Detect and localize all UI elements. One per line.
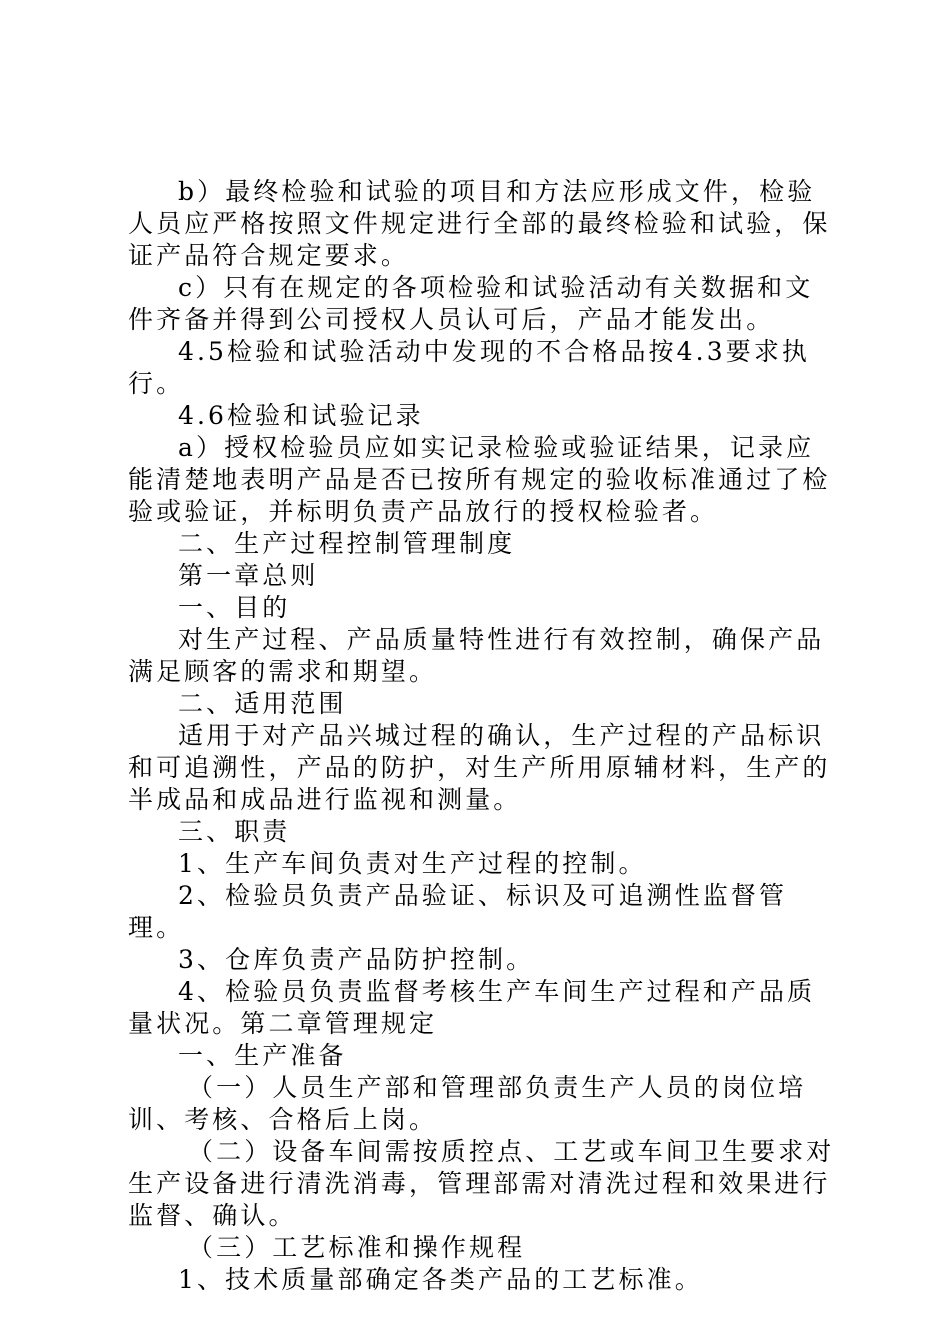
paragraph: （二）设备车间需按质控点、工艺或车间卫生要求对生产设备进行清洗消毒，管理部需对清洗过程和效果进行监督、确认。 bbox=[128, 1137, 835, 1230]
paragraph: c）只有在规定的各项检验和试验活动有关数据和文件齐备并得到公司授权人员认可后，产品才能发出。 bbox=[128, 273, 814, 334]
paragraph: 适用于对产品兴城过程的确认，生产过程的产品标识和可追溯性，产品的防护，对生产所用原辅材料，生产的半成品和成品进行监视和测量。 bbox=[128, 721, 831, 814]
list-item: 3、仓库负责产品防护控制。 bbox=[178, 945, 535, 974]
document-body bbox=[128, 176, 838, 1296]
paragraph: b）最终检验和试验的项目和方法应形成文件，检验人员应严格按照文件规定进行全部的最终检验和试验，保证产品符合规定要求。 bbox=[128, 177, 831, 270]
subsection-heading: 一、生产准备 bbox=[178, 1041, 347, 1070]
paragraph: a）授权检验员应如实记录检验或验证结果，记录应能清楚地表明产品是否已按所有规定的验收标准通过了检验或验证，并标明负责产品放行的授权检验者。 bbox=[128, 433, 831, 526]
subsection-heading: 一、目的 bbox=[178, 593, 291, 622]
list-item: 4、检验员负责监督考核生产车间生产过程和产品质量状况。第二章管理规定 bbox=[128, 977, 816, 1038]
paragraph: 4.6检验和试验记录 bbox=[178, 401, 424, 430]
subsection-heading: 三、职责 bbox=[178, 817, 291, 846]
subsection-heading: 二、适用范围 bbox=[178, 689, 347, 718]
paragraph: 对生产过程、产品质量特性进行有效控制，确保产品满足顾客的需求和期望。 bbox=[128, 625, 825, 686]
subsection-heading: （三）工艺标准和操作规程 bbox=[188, 1233, 526, 1262]
list-item: 1、生产车间负责对生产过程的控制。 bbox=[178, 849, 647, 878]
paragraph: 4.5检验和试验活动中发现的不合格品按4.3要求执行。 bbox=[128, 337, 811, 398]
paragraph: （一）人员生产部和管理部负责生产人员的岗位培训、考核、合格后上岗。 bbox=[128, 1073, 807, 1134]
list-item: 2、检验员负责产品验证、标识及可追溯性监督管理。 bbox=[128, 881, 788, 942]
chapter-heading: 第一章总则 bbox=[178, 561, 319, 590]
list-item: 1、技术质量部确定各类产品的工艺标准。 bbox=[178, 1265, 703, 1294]
section-heading: 二、生产过程控制管理制度 bbox=[178, 529, 516, 558]
